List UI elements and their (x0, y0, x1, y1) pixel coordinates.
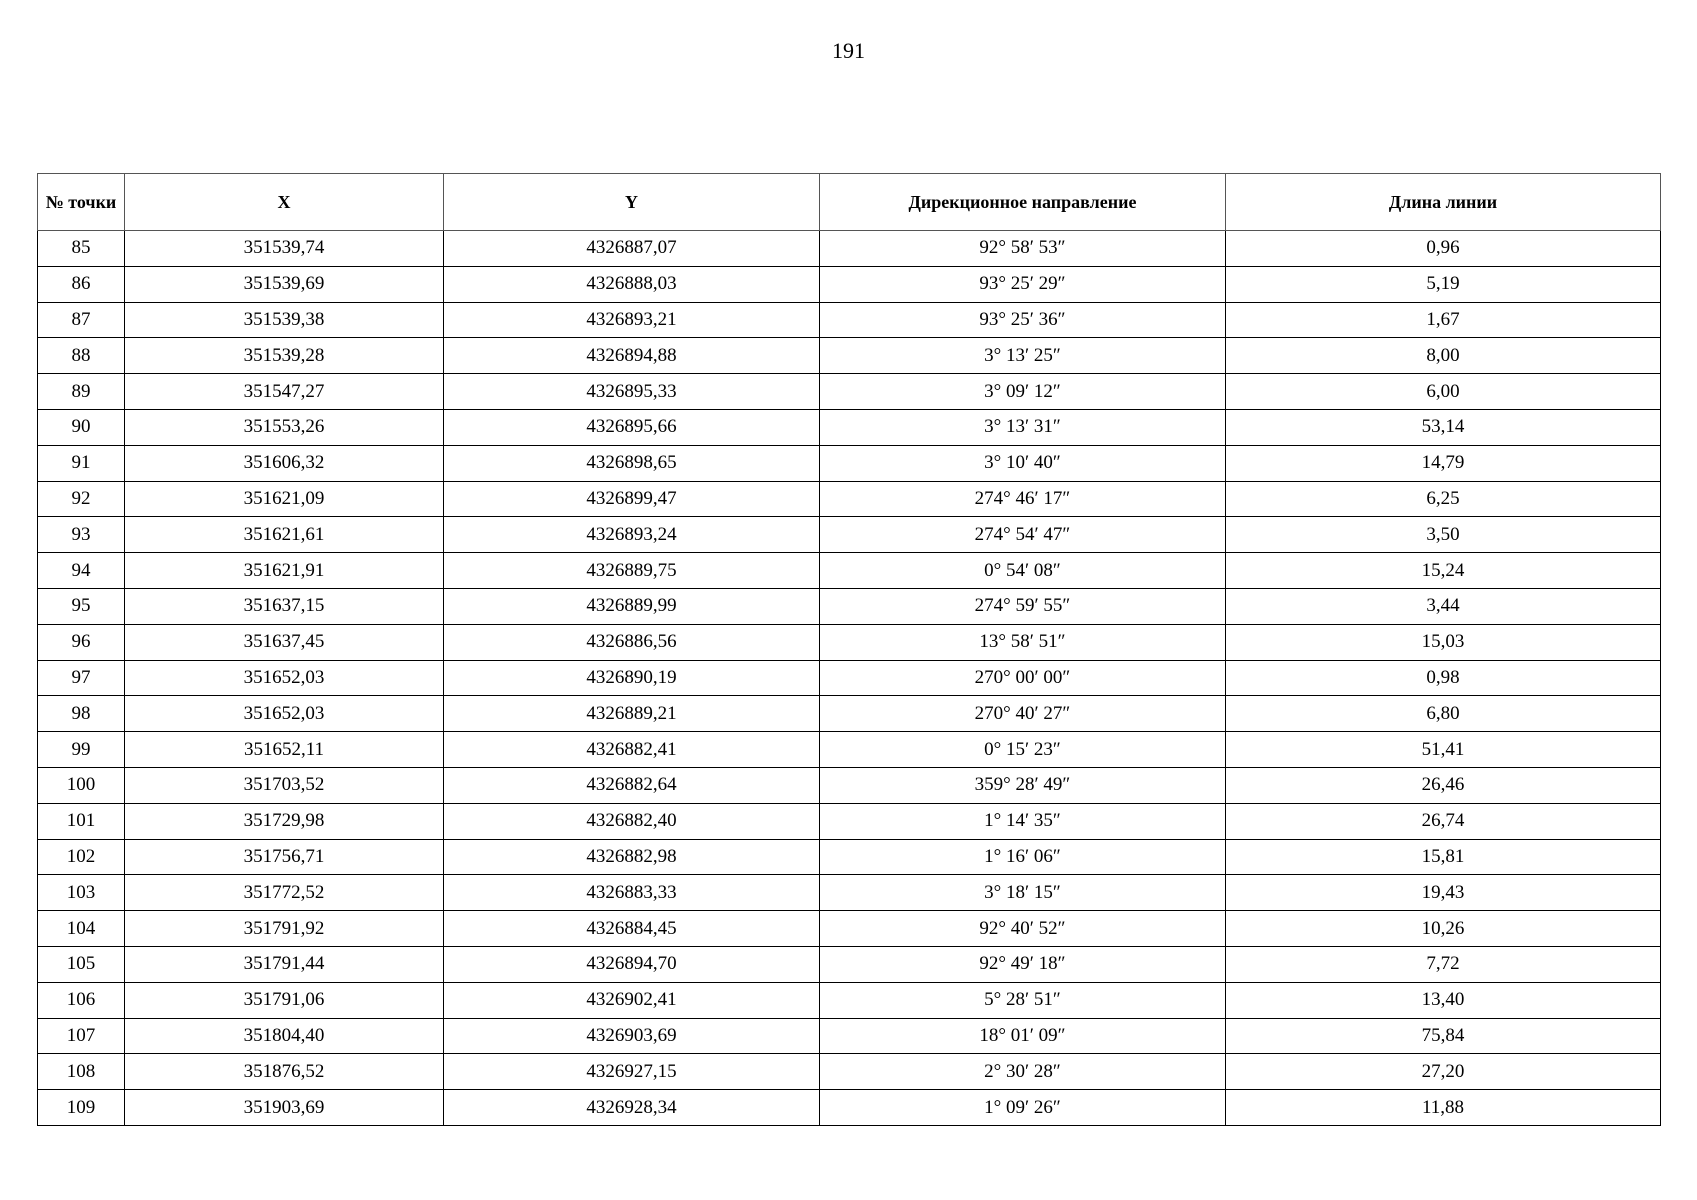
cell-direction: 270° 00′ 00″ (820, 660, 1226, 696)
cell-y: 4326882,64 (444, 767, 820, 803)
cell-y: 4326882,41 (444, 732, 820, 768)
cell-line-length: 51,41 (1226, 732, 1661, 768)
cell-y: 4326882,98 (444, 839, 820, 875)
table-row (38, 445, 1661, 481)
cell-line-length: 19,43 (1226, 875, 1661, 911)
cell-direction: 3° 10′ 40″ (820, 445, 1226, 481)
cell-y: 4326887,07 (444, 231, 820, 267)
table-row (38, 946, 1661, 982)
cell-direction: 359° 28′ 49″ (820, 767, 1226, 803)
table-row (38, 767, 1661, 803)
cell-direction: 5° 28′ 51″ (820, 982, 1226, 1018)
cell-direction: 2° 30′ 28″ (820, 1054, 1226, 1090)
cell-x: 351876,52 (125, 1054, 444, 1090)
table-row (38, 481, 1661, 517)
cell-line-length: 26,46 (1226, 767, 1661, 803)
cell-y: 4326899,47 (444, 481, 820, 517)
cell-direction: 92° 40′ 52″ (820, 911, 1226, 947)
cell-x: 351804,40 (125, 1018, 444, 1054)
table-row (38, 875, 1661, 911)
cell-point-number: 101 (38, 803, 125, 839)
header-direction: Дирекционное направление (820, 174, 1226, 231)
cell-direction: 1° 09′ 26″ (820, 1090, 1226, 1126)
table-header-row (38, 174, 1661, 231)
cell-x: 351791,44 (125, 946, 444, 982)
table-row (38, 374, 1661, 410)
table-row (38, 696, 1661, 732)
cell-point-number: 87 (38, 302, 125, 338)
cell-x: 351621,91 (125, 553, 444, 589)
cell-point-number: 86 (38, 266, 125, 302)
cell-line-length: 11,88 (1226, 1090, 1661, 1126)
cell-direction: 3° 09′ 12″ (820, 374, 1226, 410)
cell-y: 4326928,34 (444, 1090, 820, 1126)
cell-point-number: 100 (38, 767, 125, 803)
table-row (38, 660, 1661, 696)
cell-line-length: 5,19 (1226, 266, 1661, 302)
table-row (38, 588, 1661, 624)
coordinates-table (37, 173, 1661, 1126)
table-row (38, 266, 1661, 302)
cell-line-length: 10,26 (1226, 911, 1661, 947)
table-row (38, 1054, 1661, 1090)
cell-y: 4326898,65 (444, 445, 820, 481)
cell-y: 4326889,75 (444, 553, 820, 589)
table-row (38, 409, 1661, 445)
cell-y: 4326894,88 (444, 338, 820, 374)
cell-direction: 0° 54′ 08″ (820, 553, 1226, 589)
cell-direction: 274° 46′ 17″ (820, 481, 1226, 517)
cell-direction: 0° 15′ 23″ (820, 732, 1226, 768)
cell-x: 351539,38 (125, 302, 444, 338)
cell-y: 4326882,40 (444, 803, 820, 839)
cell-line-length: 26,74 (1226, 803, 1661, 839)
cell-line-length: 14,79 (1226, 445, 1661, 481)
cell-x: 351621,09 (125, 481, 444, 517)
cell-point-number: 109 (38, 1090, 125, 1126)
cell-line-length: 15,03 (1226, 624, 1661, 660)
table-row (38, 911, 1661, 947)
cell-line-length: 8,00 (1226, 338, 1661, 374)
cell-line-length: 75,84 (1226, 1018, 1661, 1054)
cell-point-number: 102 (38, 839, 125, 875)
table-row (38, 1090, 1661, 1126)
cell-direction: 1° 16′ 06″ (820, 839, 1226, 875)
cell-x: 351606,32 (125, 445, 444, 481)
cell-line-length: 53,14 (1226, 409, 1661, 445)
cell-point-number: 98 (38, 696, 125, 732)
table-row (38, 982, 1661, 1018)
cell-direction: 13° 58′ 51″ (820, 624, 1226, 660)
cell-direction: 3° 18′ 15″ (820, 875, 1226, 911)
cell-x: 351637,45 (125, 624, 444, 660)
header-line-length: Длина линии (1226, 174, 1661, 231)
cell-x: 351791,92 (125, 911, 444, 947)
cell-line-length: 6,00 (1226, 374, 1661, 410)
cell-y: 4326895,33 (444, 374, 820, 410)
cell-line-length: 15,81 (1226, 839, 1661, 875)
cell-y: 4326890,19 (444, 660, 820, 696)
cell-y: 4326894,70 (444, 946, 820, 982)
cell-direction: 92° 58′ 53″ (820, 231, 1226, 267)
page-number: 191 (832, 38, 865, 63)
cell-line-length: 6,25 (1226, 481, 1661, 517)
table-row (38, 517, 1661, 553)
cell-point-number: 108 (38, 1054, 125, 1090)
cell-line-length: 0,96 (1226, 231, 1661, 267)
cell-y: 4326886,56 (444, 624, 820, 660)
cell-line-length: 1,67 (1226, 302, 1661, 338)
cell-direction: 270° 40′ 27″ (820, 696, 1226, 732)
cell-line-length: 7,72 (1226, 946, 1661, 982)
cell-point-number: 88 (38, 338, 125, 374)
table-row (38, 803, 1661, 839)
cell-x: 351703,52 (125, 767, 444, 803)
cell-point-number: 95 (38, 588, 125, 624)
cell-x: 351729,98 (125, 803, 444, 839)
cell-y: 4326883,33 (444, 875, 820, 911)
cell-x: 351637,15 (125, 588, 444, 624)
cell-point-number: 107 (38, 1018, 125, 1054)
cell-point-number: 105 (38, 946, 125, 982)
cell-direction: 93° 25′ 29″ (820, 266, 1226, 302)
cell-x: 351539,28 (125, 338, 444, 374)
cell-y: 4326927,15 (444, 1054, 820, 1090)
cell-point-number: 91 (38, 445, 125, 481)
cell-y: 4326895,66 (444, 409, 820, 445)
table-row (38, 839, 1661, 875)
cell-y: 4326902,41 (444, 982, 820, 1018)
cell-point-number: 97 (38, 660, 125, 696)
cell-x: 351547,27 (125, 374, 444, 410)
cell-line-length: 6,80 (1226, 696, 1661, 732)
header-point-number: № точки (38, 174, 125, 231)
cell-y: 4326893,24 (444, 517, 820, 553)
table-row (38, 1018, 1661, 1054)
cell-direction: 3° 13′ 25″ (820, 338, 1226, 374)
cell-direction: 1° 14′ 35″ (820, 803, 1226, 839)
cell-point-number: 85 (38, 231, 125, 267)
cell-point-number: 89 (38, 374, 125, 410)
cell-x: 351652,11 (125, 732, 444, 768)
table-row (38, 553, 1661, 589)
cell-line-length: 0,98 (1226, 660, 1661, 696)
cell-line-length: 13,40 (1226, 982, 1661, 1018)
cell-point-number: 90 (38, 409, 125, 445)
cell-direction: 3° 13′ 31″ (820, 409, 1226, 445)
cell-direction: 18° 01′ 09″ (820, 1018, 1226, 1054)
cell-direction: 92° 49′ 18″ (820, 946, 1226, 982)
cell-x: 351553,26 (125, 409, 444, 445)
cell-x: 351539,69 (125, 266, 444, 302)
cell-x: 351791,06 (125, 982, 444, 1018)
cell-direction: 274° 59′ 55″ (820, 588, 1226, 624)
cell-point-number: 104 (38, 911, 125, 947)
table-row (38, 338, 1661, 374)
cell-point-number: 103 (38, 875, 125, 911)
table-header (38, 174, 1661, 231)
table-row (38, 231, 1661, 267)
table-row (38, 732, 1661, 768)
cell-x: 351621,61 (125, 517, 444, 553)
cell-point-number: 94 (38, 553, 125, 589)
cell-direction: 93° 25′ 36″ (820, 302, 1226, 338)
cell-y: 4326888,03 (444, 266, 820, 302)
cell-line-length: 15,24 (1226, 553, 1661, 589)
table-row (38, 302, 1661, 338)
cell-line-length: 27,20 (1226, 1054, 1661, 1090)
cell-point-number: 93 (38, 517, 125, 553)
cell-x: 351772,52 (125, 875, 444, 911)
header-x: X (125, 174, 444, 231)
cell-x: 351652,03 (125, 696, 444, 732)
cell-x: 351539,74 (125, 231, 444, 267)
cell-direction: 274° 54′ 47″ (820, 517, 1226, 553)
cell-x: 351652,03 (125, 660, 444, 696)
cell-line-length: 3,50 (1226, 517, 1661, 553)
cell-y: 4326889,99 (444, 588, 820, 624)
table-body (38, 231, 1661, 1126)
cell-point-number: 92 (38, 481, 125, 517)
cell-y: 4326884,45 (444, 911, 820, 947)
cell-y: 4326889,21 (444, 696, 820, 732)
table-row (38, 624, 1661, 660)
cell-x: 351756,71 (125, 839, 444, 875)
cell-point-number: 106 (38, 982, 125, 1018)
cell-point-number: 96 (38, 624, 125, 660)
cell-point-number: 99 (38, 732, 125, 768)
cell-y: 4326893,21 (444, 302, 820, 338)
cell-x: 351903,69 (125, 1090, 444, 1126)
cell-line-length: 3,44 (1226, 588, 1661, 624)
cell-y: 4326903,69 (444, 1018, 820, 1054)
header-y: Y (444, 174, 820, 231)
